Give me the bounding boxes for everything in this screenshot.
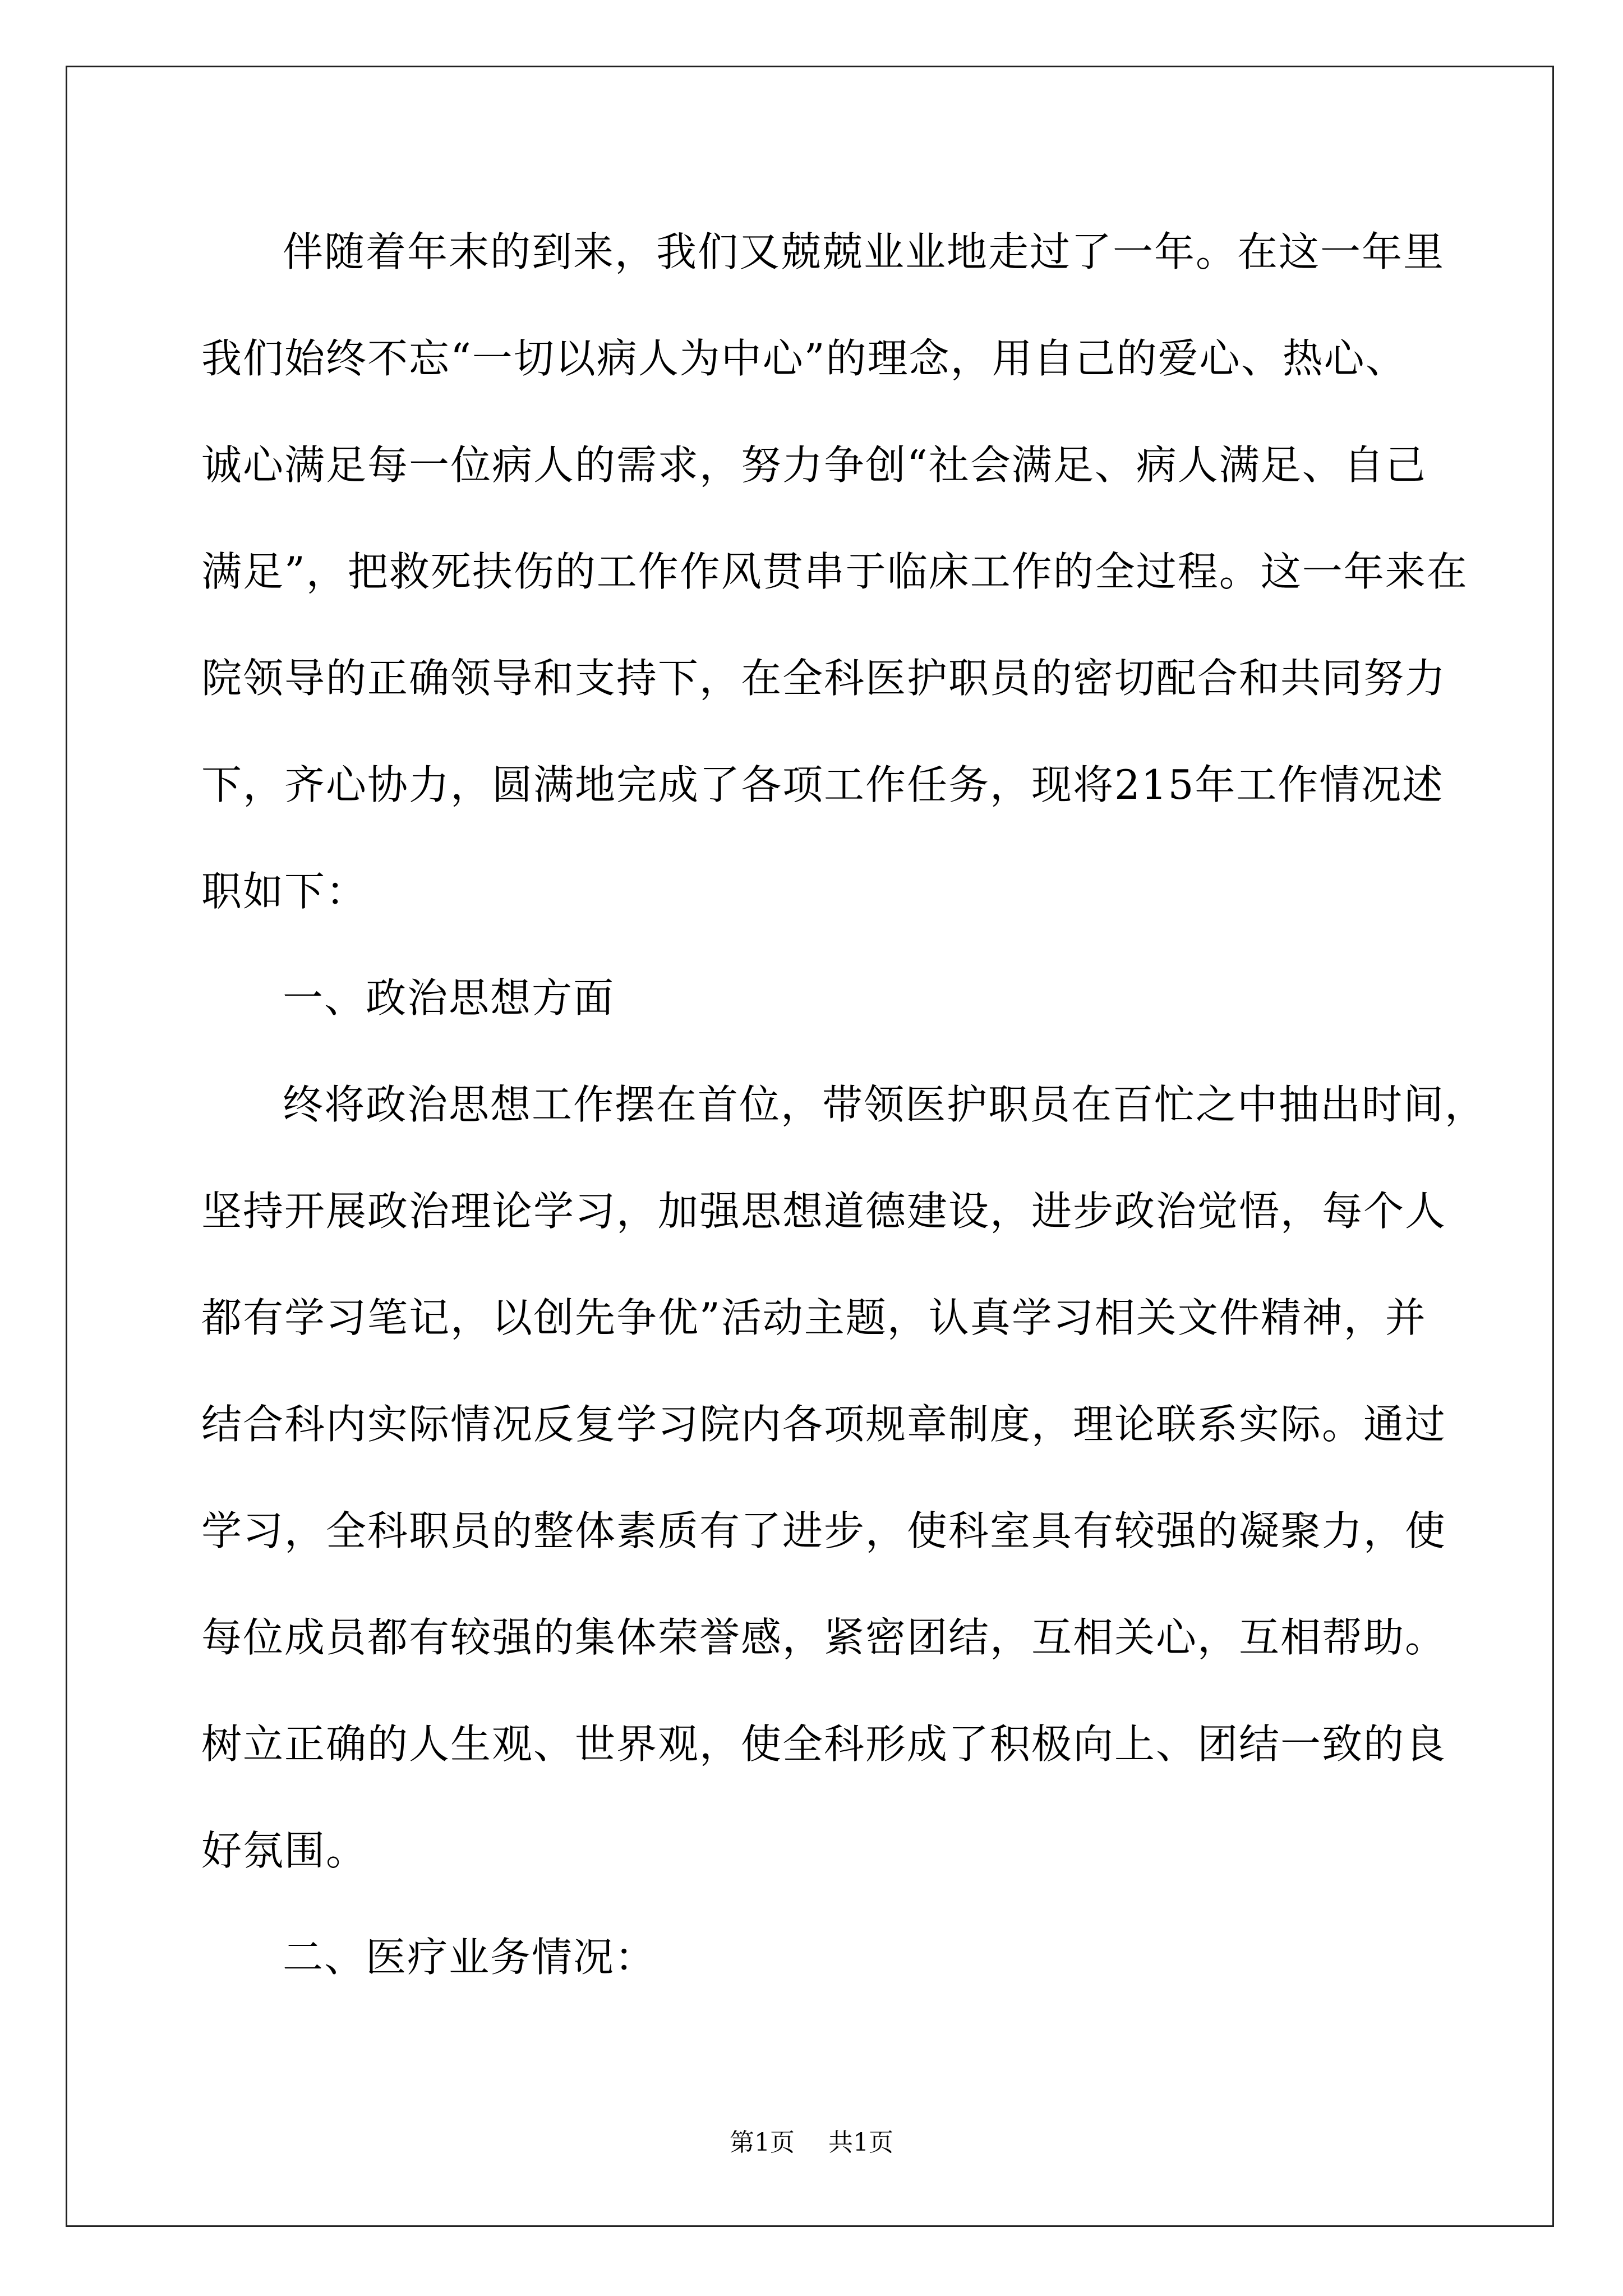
paragraph-line: 伴随着年末的到来，我们又兢兢业业地走过了一年。在这一年里 bbox=[283, 228, 1445, 275]
section-heading: 一、政治思想方面 bbox=[283, 974, 615, 1022]
paragraph-line: 下，齐心协力，圆满地完成了各项工作任务，现将215年工作情况述 bbox=[201, 761, 1444, 808]
paragraph-line: 职如下： bbox=[201, 868, 368, 915]
paragraph-line: 满足”，把救死扶伤的工作作风贯串于临床工作的全过程。这一年来在 bbox=[201, 548, 1468, 595]
paragraph-line: 都有学习笔记，以创先争优”活动主题，认真学习相关文件精神，并 bbox=[201, 1294, 1427, 1341]
section-heading: 二、医疗业务情况： bbox=[283, 1934, 657, 1981]
paragraph-line: 学习，全科职员的整体素质有了进步，使科室具有较强的凝聚力，使 bbox=[201, 1507, 1447, 1554]
paragraph-line: 院领导的正确领导和支持下，在全科医护职员的密切配合和共同努力 bbox=[201, 655, 1447, 702]
page-total: 共1页 bbox=[828, 2128, 893, 2157]
paragraph-line: 每位成员都有较强的集体荣誉感，紧密团结，互相关心，互相帮助。 bbox=[201, 1614, 1447, 1661]
paragraph-line: 坚持开展政治理论学习，加强思想道德建设，进步政治觉悟，每个人 bbox=[201, 1188, 1447, 1235]
paragraph-line: 好氛围。 bbox=[201, 1827, 368, 1874]
page-number: 第1页 bbox=[730, 2128, 795, 2157]
paragraph-line: 终将政治思想工作摆在首位，带领医护职员在百忙之中抽出时间， bbox=[283, 1081, 1487, 1128]
paragraph-line: 诚心满足每一位病人的需求，努力争创“社会满足、病人满足、自己 bbox=[201, 441, 1427, 489]
paragraph-line: 我们始终不忘“一切以病人为中心”的理念，用自己的爱心、热心、 bbox=[201, 335, 1407, 382]
paragraph-line: 结合科内实际情况反复学习院内各项规章制度，理论联系实际。通过 bbox=[201, 1401, 1447, 1448]
paragraph-line: 树立正确的人生观、世界观，使全科形成了积极向上、团结一致的良 bbox=[201, 1720, 1447, 1768]
document-body bbox=[201, 210, 1487, 2022]
page-footer bbox=[0, 2126, 1623, 2160]
